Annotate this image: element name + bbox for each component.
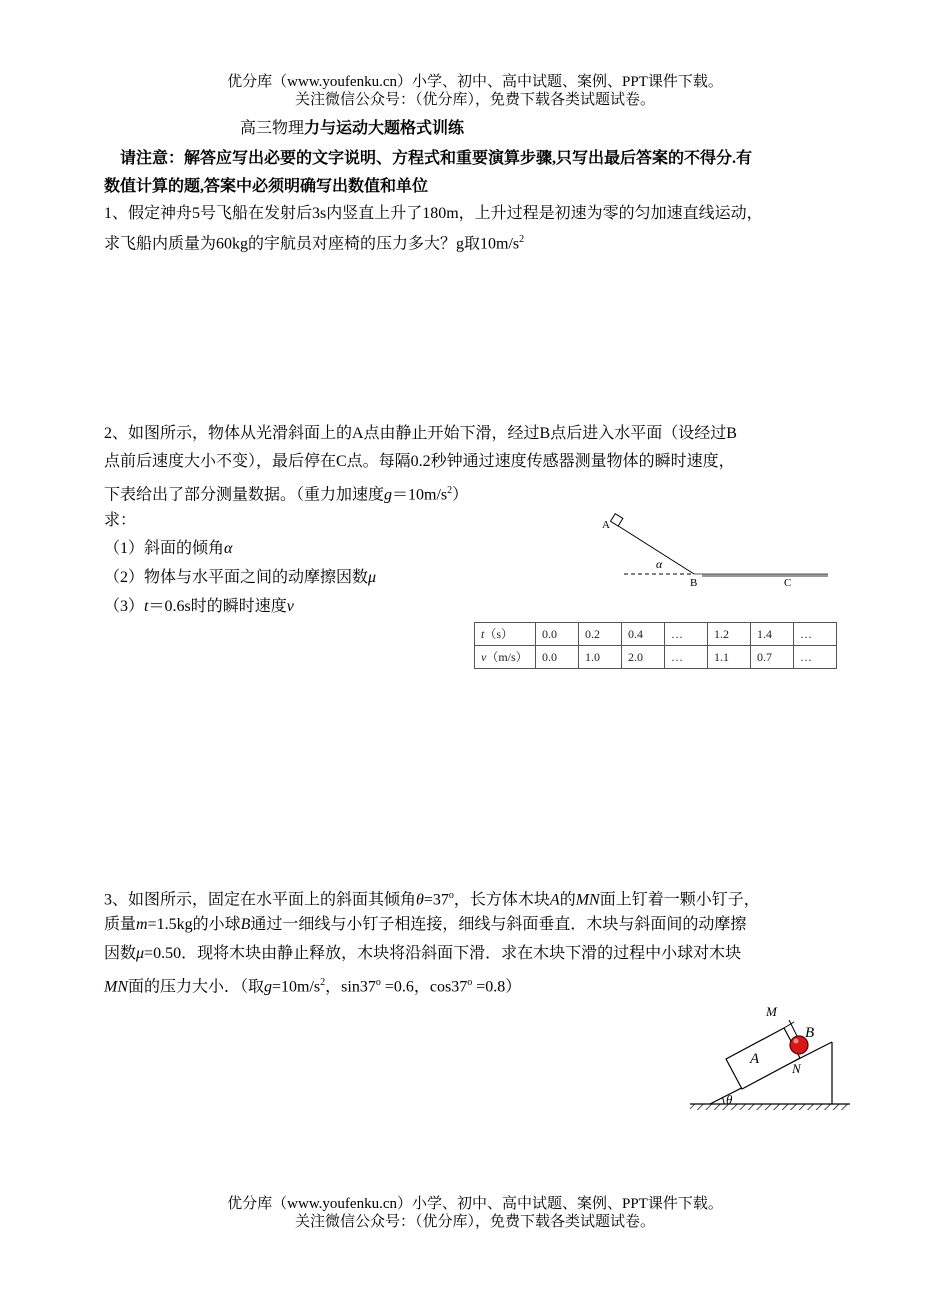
table-cell — [475, 623, 536, 646]
table-cell: 1.4 — [751, 623, 794, 646]
title-prefix: 高三物理 — [240, 120, 305, 137]
table-cell: … — [794, 646, 837, 669]
q2-line-3c: ） — [452, 486, 469, 504]
q3-l1d: 的 — [559, 891, 576, 909]
q3-l4e: =0.8） — [472, 978, 522, 996]
table-cell: 0.0 — [536, 646, 579, 669]
q2-data-table — [474, 622, 837, 669]
label-C: C — [784, 577, 792, 589]
table-cell: 0.7 — [751, 646, 794, 669]
q2-line-3a: 下表给出了部分测量数据。（重力加速度 — [104, 486, 385, 504]
label-A: A — [602, 519, 610, 531]
q3-l2a: 质量 — [104, 916, 137, 933]
q3-l3b: =0.50．现将木块由静止释放，木块将沿斜面下滑．求在木块下滑的过程中小球对木块 — [144, 945, 742, 962]
header-line-2: 关注微信公众号：（优分库），免费下载各类试题试卷。 — [294, 92, 655, 108]
q2-line-2: 点前后速度大小不变），最后停在C点。每隔0.2秒钟通过速度传感器测量物体的瞬时速度， — [104, 453, 735, 470]
q2-sub-2-sym: μ — [368, 569, 377, 586]
q3-l4b: =10m/s — [272, 978, 321, 996]
ball-highlight — [794, 1039, 799, 1044]
q3-l2b: =1.5kg的小球 — [147, 916, 241, 933]
incline-line — [612, 522, 694, 574]
q3-line-1 — [104, 882, 760, 914]
header-line-1: 优分库（www.youfenku.cn）小学、初中、高中试题、案例、PPT课件下载。 — [227, 74, 723, 90]
q3-line-4 — [104, 969, 521, 1001]
q2-ask: 求： — [104, 512, 137, 529]
q2-sup: 2 — [447, 485, 453, 496]
table-cell: … — [665, 646, 708, 669]
q3-mu: μ — [136, 945, 145, 962]
label-N: N — [792, 1061, 801, 1076]
q3-l1c: ，长方体木块 — [453, 891, 550, 909]
q3-l4-sup: 2 — [320, 977, 326, 988]
block-A — [726, 1028, 800, 1089]
notice-line-2: 数值计算的题,答案中必须明确写出数值和单位 — [104, 178, 429, 195]
q3-line-3 — [104, 940, 741, 968]
ground-hatch — [690, 1104, 850, 1110]
t-unit: （s） — [484, 627, 514, 641]
table-row — [475, 623, 837, 646]
q3-A: A — [549, 891, 560, 909]
table-row — [475, 646, 837, 669]
q2-sub-3a: （3） — [104, 598, 145, 615]
table-cell: 2.0 — [622, 646, 665, 669]
footer-line-1: 优分库（www.youfenku.cn）小学、初中、高中试题、案例、PPT课件下载。 — [227, 1196, 723, 1212]
q1-line-1: 1、假定神舟5号飞船在发射后3s内竖直上升了180m，上升过程是初速为零的匀加速直线运动， — [104, 205, 763, 222]
q3-l3a: 因数 — [104, 945, 137, 962]
q3-l4c: ，sin37 — [325, 978, 376, 996]
q3-incline-figure — [688, 1000, 858, 1120]
q1-line-2-text: 求飞船内质量为60kg的宇航员对座椅的压力多大？g取10m/s — [104, 235, 520, 253]
page-title — [240, 117, 464, 141]
q2-sub-2 — [104, 564, 376, 592]
q1-sup: 2 — [519, 234, 525, 245]
table-cell: 0.0 — [536, 623, 579, 646]
q3-l4-sup2: o — [375, 977, 381, 988]
q2-sub-3-v: v — [286, 598, 294, 615]
q2-incline-figure — [598, 512, 838, 592]
q2-sub-1-sym: α — [224, 540, 233, 557]
table-cell: 0.2 — [579, 623, 622, 646]
q2-g: g — [384, 486, 393, 504]
q2-line-3b: ＝10m/s — [392, 486, 448, 504]
q2-line-3 — [104, 477, 468, 509]
q3-l1b: =37 — [423, 891, 449, 909]
title-main: 力与运动大题格式训练 — [304, 120, 465, 137]
q3-l4-sup3: o — [467, 977, 473, 988]
label-theta: θ — [726, 1092, 733, 1107]
q3-MN: MN — [575, 891, 600, 909]
q3-l1-sup: o — [448, 890, 454, 901]
table-cell: … — [665, 623, 708, 646]
q1-line-2 — [104, 226, 524, 258]
q2-sub-2-text: （2）物体与水平面之间的动摩擦因数 — [104, 569, 369, 586]
q3-theta: θ — [416, 891, 424, 909]
footer-line-2: 关注微信公众号：（优分库），免费下载各类试题试卷。 — [294, 1214, 655, 1230]
q3-l4d: =0.6，cos37 — [380, 978, 468, 996]
q3-l1e: 面上钉着一颗小钉子， — [599, 891, 760, 909]
table-cell — [475, 646, 536, 669]
q3-l2c: 通过一细线与小钉子相连接，细线与斜面垂直．木块与斜面间的动摩擦 — [250, 916, 747, 933]
label-A: A — [750, 1051, 760, 1067]
v-unit: （m/s） — [486, 650, 528, 664]
label-alpha: α — [656, 557, 663, 571]
q2-sub-3 — [104, 593, 294, 621]
q3-l1a: 3、如图所示，固定在水平面上的斜面其倾角 — [104, 891, 417, 909]
label-B: B — [805, 1025, 815, 1041]
label-M: M — [766, 1004, 777, 1019]
q2-sub-3-t: t — [144, 598, 149, 615]
theta-arc — [722, 1097, 724, 1104]
block-A — [610, 514, 622, 526]
table-cell: 0.4 — [622, 623, 665, 646]
label-B: B — [690, 577, 698, 589]
table-cell: … — [794, 623, 837, 646]
table-cell: 1.2 — [708, 623, 751, 646]
q3-g: g — [264, 978, 273, 996]
table-cell: 1.0 — [579, 646, 622, 669]
notice-line-1: 请注意：解答应写出必要的文字说明、方程式和重要演算步骤,只写出最后答案的不得分.有 — [120, 150, 753, 167]
table-cell: 1.1 — [708, 646, 751, 669]
q3-l4a: 面的压力大小．（取 — [128, 978, 265, 996]
t-symbol: t — [481, 627, 485, 641]
q2-sub-3b: ＝0.6s时的瞬时速度 — [148, 598, 287, 615]
q2-sub-1-text: （1）斜面的倾角 — [104, 540, 225, 557]
q2-line-1: 2、如图所示，物体从光滑斜面上的A点由静止开始下滑，经过B点后进入水平面（设经过B — [104, 425, 737, 442]
q3-MN-2: MN — [104, 978, 128, 996]
q3-m: m — [136, 916, 148, 933]
q3-line-2 — [104, 911, 746, 939]
q3-B: B — [240, 916, 251, 933]
v-symbol: v — [481, 650, 487, 664]
q2-sub-1 — [104, 535, 232, 563]
